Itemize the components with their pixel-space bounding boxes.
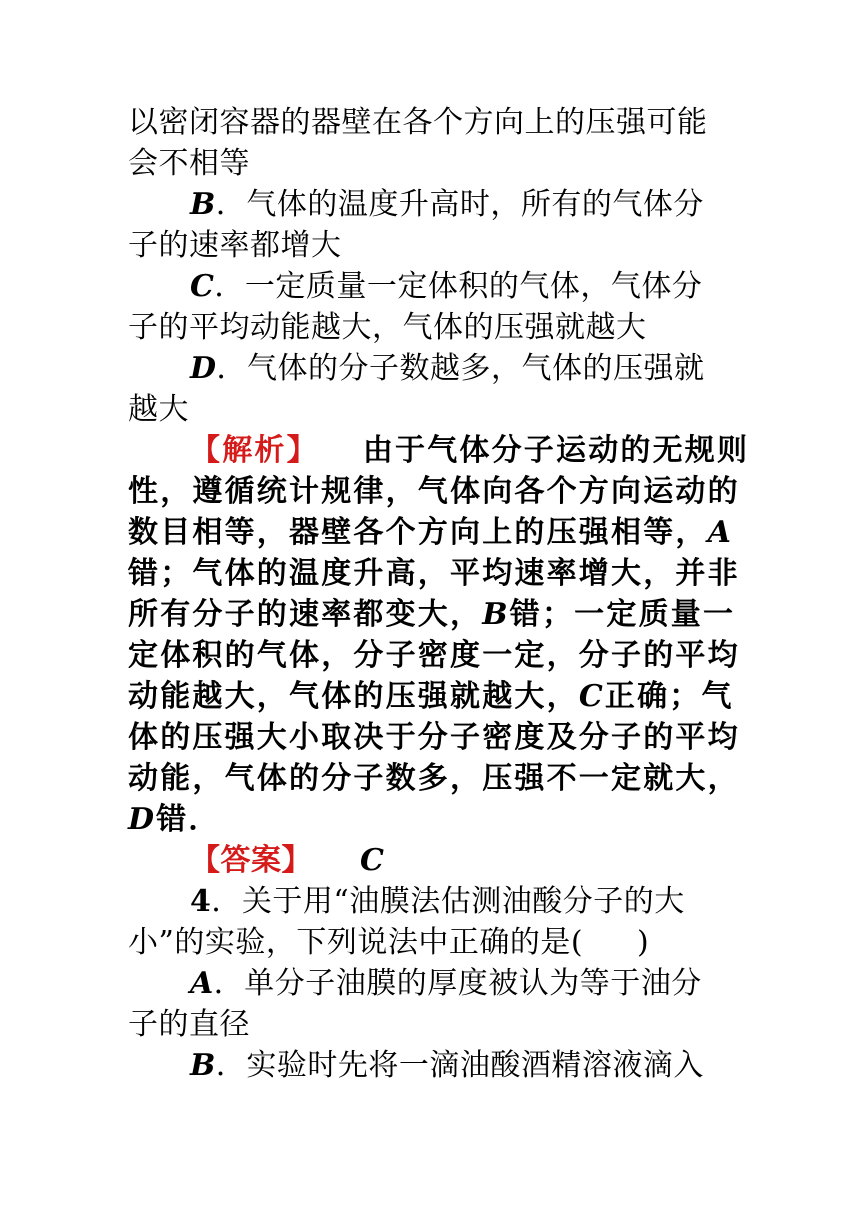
option-a-continued-line-1: 以密闭容器的器壁在各个方向上的压强可能 [128,105,708,140]
analysis-text-1: 由于气体分子运动的无规则 [362,433,750,468]
q4-option-b-label: B [190,1048,216,1083]
analysis-var-a: A [707,515,734,550]
option-c-text: ．一定质量一定体积的气体，气体分 [214,269,703,304]
analysis-text-10-tail: 错． [156,802,221,837]
option-b-text: ．气体的温度升高时，所有的气体分 [215,187,704,222]
option-d-text: ．气体的分子数越多，气体的压强就 [216,351,705,386]
analysis-section [128,430,750,840]
q4-option-b-line-1 [128,1045,736,1086]
analysis-line-7 [128,676,736,717]
answer-value: C [360,843,385,878]
document-page [128,102,750,1086]
q4-option-a-text: ．单分子油膜的厚度被认为等于油分 [213,966,702,1001]
q4-option-a-label: A [190,966,214,1001]
analysis-var-b: B [482,597,510,632]
analysis-line-8: 体的压强大小取决于分子密度及分子的平均 [128,720,740,755]
option-c-line-1 [128,266,736,307]
analysis-text-7: 动能越大，气体的压强就越大， [128,679,579,714]
option-d-line-2: 越大 [128,392,189,427]
analysis-line-3 [128,512,736,553]
question-4-number: 4 [190,884,212,919]
analysis-line-2: 性，遵循统计规律，气体向各个方向运动的 [128,474,740,509]
option-c-label: C [190,269,215,304]
option-b-label: B [190,187,216,222]
option-b-line-1 [128,184,736,225]
q4-option-a-line-1 [128,963,736,1004]
option-c-line-2: 子的平均动能越大，气体的压强就越大 [128,310,647,345]
answer-line [128,840,736,881]
question-4-text-2: 小”的实验，下列说法中正确的是( [128,925,584,960]
analysis-line-1 [128,430,750,471]
analysis-text-5: 所有分子的速率都变大， [128,597,483,632]
question-4-close-paren: ) [637,925,650,960]
analysis-line-6: 定体积的气体，分子密度一定，分子的平均 [128,638,740,673]
question-4-line-1 [128,881,736,922]
answer-tag: 【答案】 [190,843,312,878]
option-d-line-1 [128,348,736,389]
q4-option-a-line-2: 子的直径 [128,1007,250,1042]
analysis-line-9: 动能，气体的分子数多，压强不一定就大， [128,761,740,796]
analysis-text-7-tail: 正确；气 [604,679,734,714]
analysis-line-5 [128,594,736,635]
analysis-line-10 [128,799,736,840]
analysis-var-c: C [578,679,605,714]
option-d-label: D [190,351,217,386]
analysis-var-d: D [128,802,157,837]
option-b-line-2: 子的速率都增大 [128,228,342,263]
analysis-tag: 【解析】 [190,433,319,468]
analysis-text-5-tail: 错；一定质量一 [509,597,736,632]
analysis-line-4: 错；气体的温度升高，平均速率增大，并非 [128,556,740,591]
option-a-continued-line-2: 会不相等 [128,146,250,181]
question-4-text-1: ．关于用“油膜法估测油酸分子的大 [211,884,685,919]
q4-option-b-text: ．实验时先将一滴油酸酒精溶液滴入 [215,1048,704,1083]
question-4-line-2 [128,922,736,963]
analysis-text-3: 数目相等，器壁各个方向上的压强相等， [128,515,708,550]
